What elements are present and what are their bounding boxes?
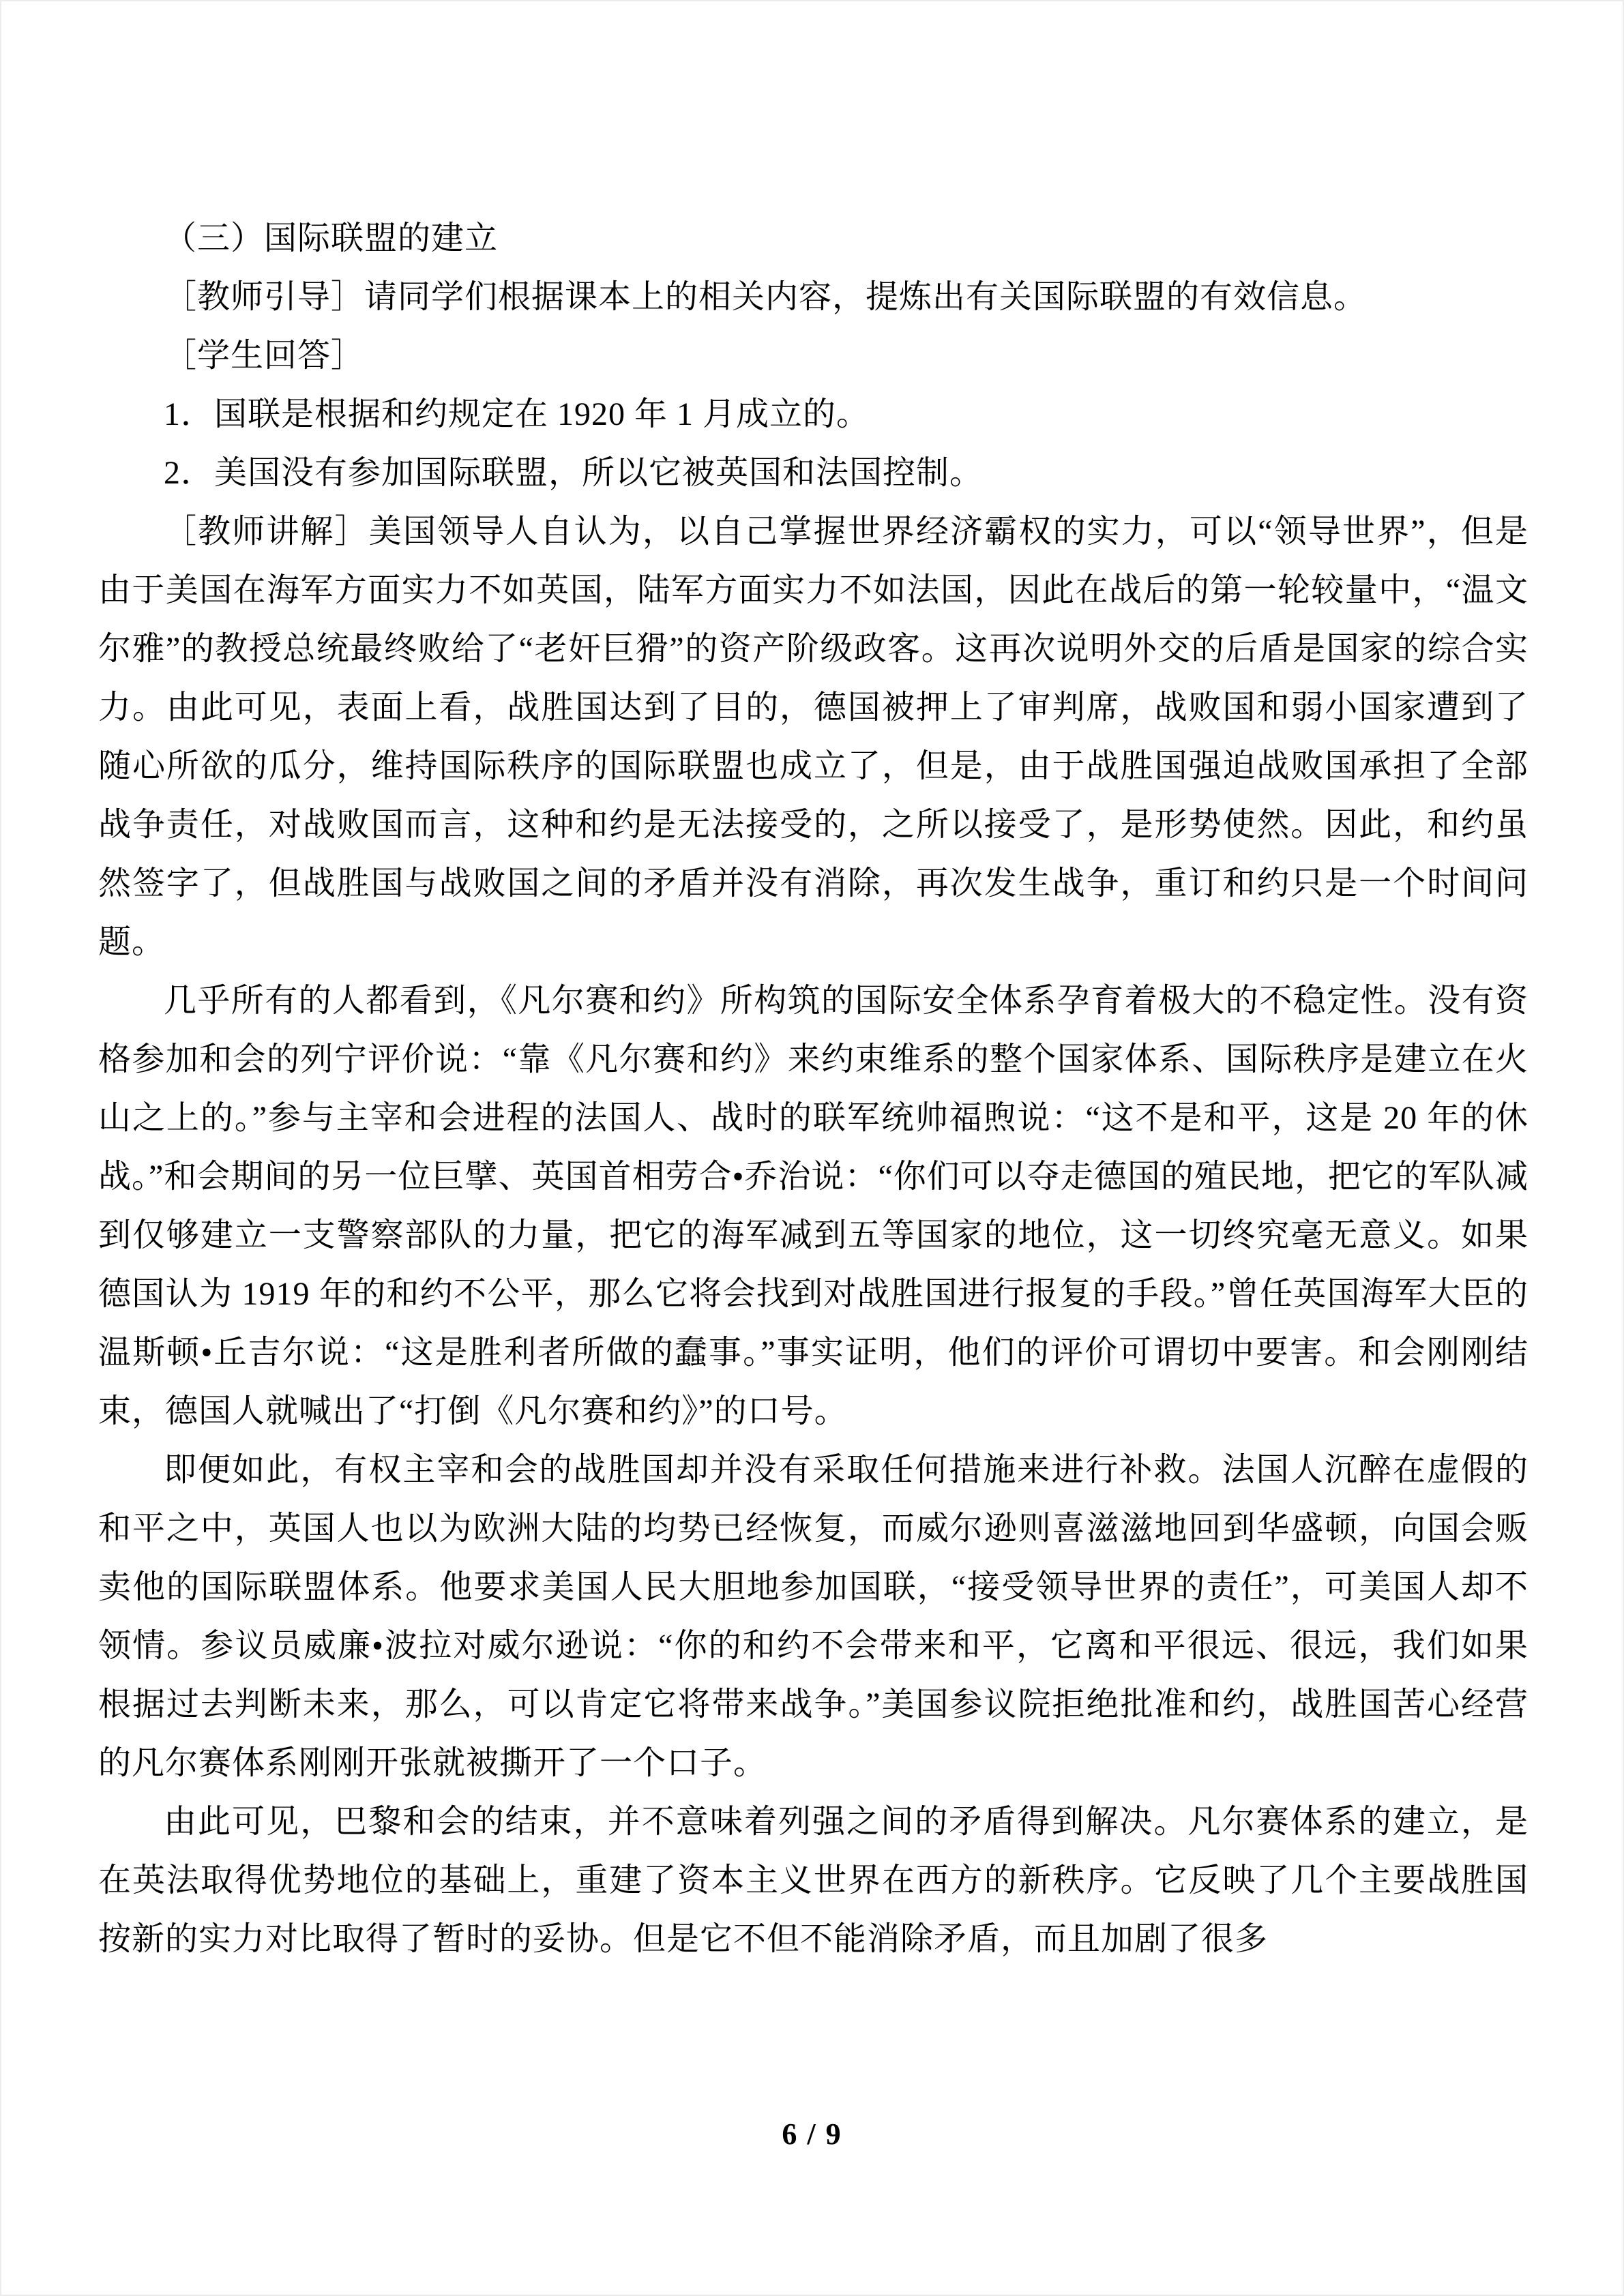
page-number: 6 / 9 bbox=[782, 2117, 842, 2151]
paragraph-student-answer-label: ［学生回答］ bbox=[164, 338, 365, 374]
paragraph-no-remedy: 即便如此，有权主宰和会的战胜国却并没有采取任何措施来进行补救。法国人沉醉在虚假的和平之中，英国人也以为欧洲大陆的均势已经恢复，而威尔逊则喜滋滋地回到华盛顿，向国会贩卖他的国际联盟体系。他要求美国人民大胆地参加国联，“接受领导世界的责任”，可美国人却不领情。参议员威廉•波拉对威尔逊说：“你的和约不会带来和平，它离和平很远、很远，我们如果根据过去判断未来，那么，可以肯定它将带来战争。”美国参议院拒绝批准和约，战胜国苦心经营的凡尔赛体系刚刚开张就被撕开了一个口子。 bbox=[98, 1452, 1529, 1781]
page-footer bbox=[1, 2114, 1623, 2155]
document-body bbox=[1, 1, 1623, 1969]
paragraph-teacher-explanation: ［教师讲解］美国领导人自认为，以自己掌握世界经济霸权的实力，可以“领导世界”，但是由于美国在海军方面实力不如英国，陆军方面实力不如法国，因此在战后的第一轮较量中，“温文尔雅”的教授总统最终败给了“老奸巨猾”的资产阶级政客。这再次说明外交的后盾是国家的综合实力。由此可见，表面上看，战胜国达到了目的，德国被押上了审判席，战败国和弱小国家遭到了随心所欲的瓜分，维持国际秩序的国际联盟也成立了，但是，由于战胜国强迫战败国承担了全部战争责任，对战败国而言，这种和约是无法接受的，之所以接受了，是形势使然。因此，和约虽然签字了，但战胜国与战败国之间的矛盾并没有消除，再次发生战争，重订和约只是一个时间问题。 bbox=[98, 513, 1529, 960]
paragraph-answer-item-2: 2．美国没有参加国际联盟，所以它被英国和法国控制。 bbox=[164, 455, 984, 491]
paragraph-answer-item-1: 1．国联是根据和约规定在 1920 年 1 月成立的。 bbox=[164, 396, 870, 432]
section-heading: （三）国际联盟的建立 bbox=[164, 220, 499, 256]
paragraph-conclusion: 由此可见，巴黎和会的结束，并不意味着列强之间的矛盾得到解决。凡尔赛体系的建立，是在英法取得优势地位的基础上，重建了资本主义世界在西方的新秩序。它反映了几个主要战胜国按新的实力对比取得了暂时的妥协。但是它不但不能消除矛盾，而且加剧了很多 bbox=[98, 1804, 1529, 1957]
paragraph-versailles-instability: 几乎所有的人都看到，《凡尔赛和约》所构筑的国际安全体系孕育着极大的不稳定性。没有资格参加和会的列宁评价说：“靠《凡尔赛和约》来约束维系的整个国家体系、国际秩序是建立在火山之上的。”参与主宰和会进程的法国人、战时的联军统帅福煦说：“这不是和平，这是 20 年的休战。”和会期间的另一位巨擘、英国首相劳合•乔治说：“你们可以夺走德国的殖民地，把它的军队减到仅够建立一支警察部队的力量，把它的海军减到五等国家的地位，这一切终究毫无意义。如果德国认为 1919 年的和约不公平，那么它将会找到对战胜国进行报复的手段。”曾任英国海军大臣的温斯顿•丘吉尔说：“这是胜利者所做的蠢事。”事实证明，他们的评价可谓切中要害。和会刚刚结束，德国人就喊出了“打倒《凡尔赛和约》”的口号。 bbox=[98, 983, 1529, 1429]
paragraph-teacher-guide: ［教师引导］请同学们根据课本上的相关内容，提炼出有关国际联盟的有效信息。 bbox=[164, 279, 1368, 315]
